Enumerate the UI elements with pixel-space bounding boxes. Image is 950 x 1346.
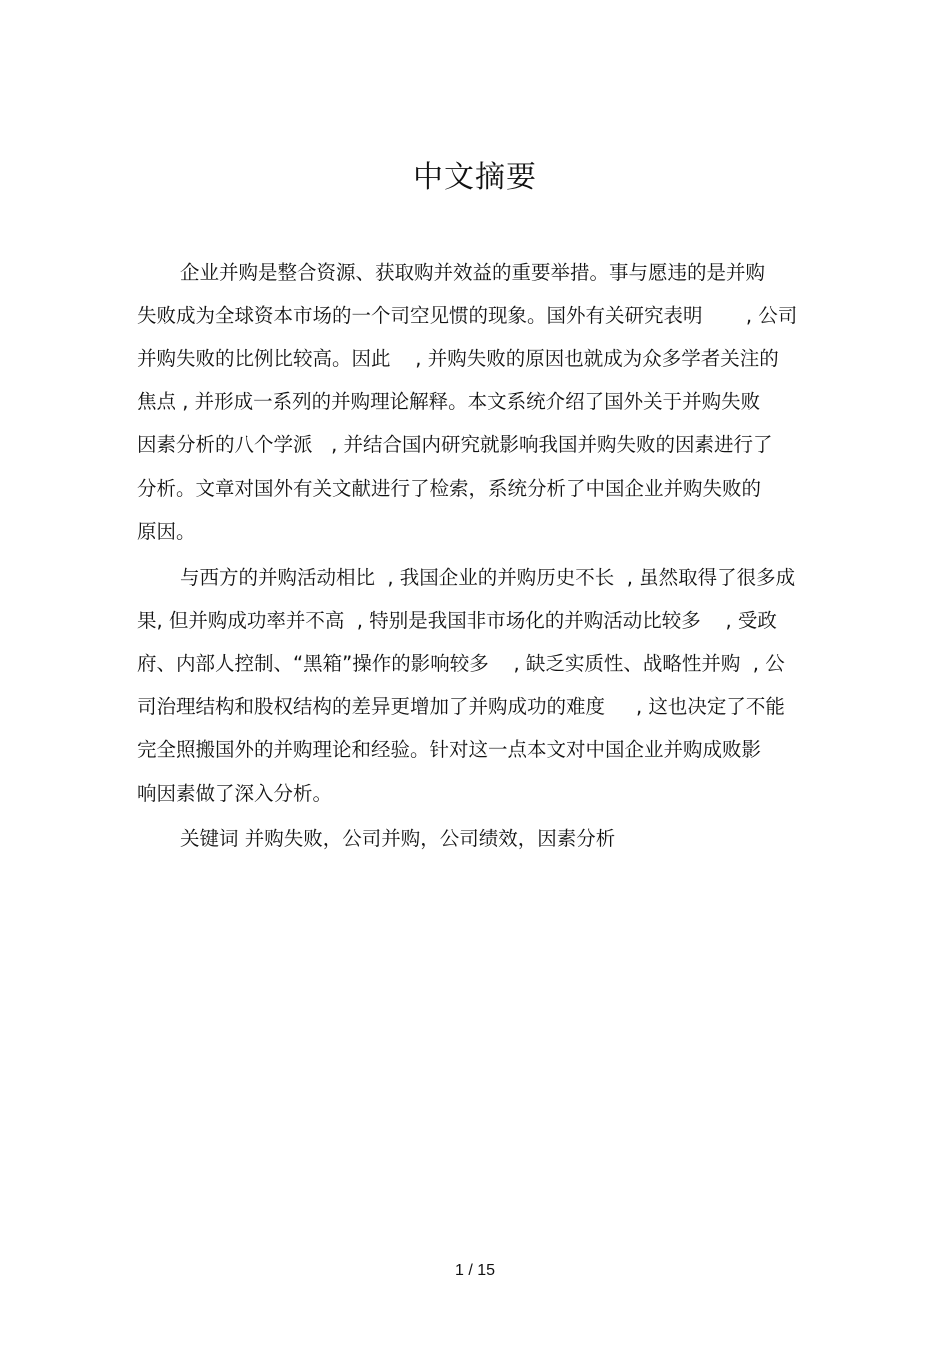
paragraph-line: 果, 但并购成功率并不高 , 特别是我国非市场化的并购活动比较多 , 受政 [137, 609, 777, 632]
paragraph-line: 司治理结构和股权结构的差异更增加了并购成功的难度 , 这也决定了不能 [137, 695, 785, 718]
paragraph-line: 响因素做了深入分析。 [137, 782, 333, 805]
paragraph-line: 焦点 , 并形成一系列的并购理论解释。本文系统介绍了国外关于并购失败 [137, 390, 761, 413]
paragraph-line: 府、内部人控制、“黑箱”操作的影响较多 , 缺乏实质性、战略性并购 , 公 [137, 652, 785, 675]
paragraph-line: 完全照搬国外的并购理论和经验。针对这一点本文对中国企业并购成败影 [137, 738, 762, 761]
keywords: 关键词 并购失败，公司并购，公司绩效，因素分析 [180, 827, 616, 850]
paragraph-line: 因素分析的八个学派 , 并结合国内研究就影响我国并购失败的因素进行了 [137, 433, 773, 456]
paragraph-line: 原因。 [137, 520, 196, 543]
abstract-title: 中文摘要 [413, 160, 537, 195]
paragraph-line: 失败成为全球资本市场的一个司空见惯的现象。国外有关研究表明 , 公司 [137, 304, 798, 327]
paragraph-line: 企业并购是整合资源、获取购并效益的重要举措。事与愿违的是并购 [180, 261, 766, 284]
paragraph-line: 并购失败的比例比较高。因此 , 并购失败的原因也就成为众多学者关注的 [137, 347, 779, 370]
paragraph-line: 分析。文章对国外有关文献进行了检索，系统分析了中国企业并购失败的 [137, 477, 762, 500]
page-number: 1 / 15 [454, 1262, 496, 1279]
paragraph-line: 与西方的并购活动相比 , 我国企业的并购历史不长 , 虽然取得了很多成 [180, 566, 796, 589]
